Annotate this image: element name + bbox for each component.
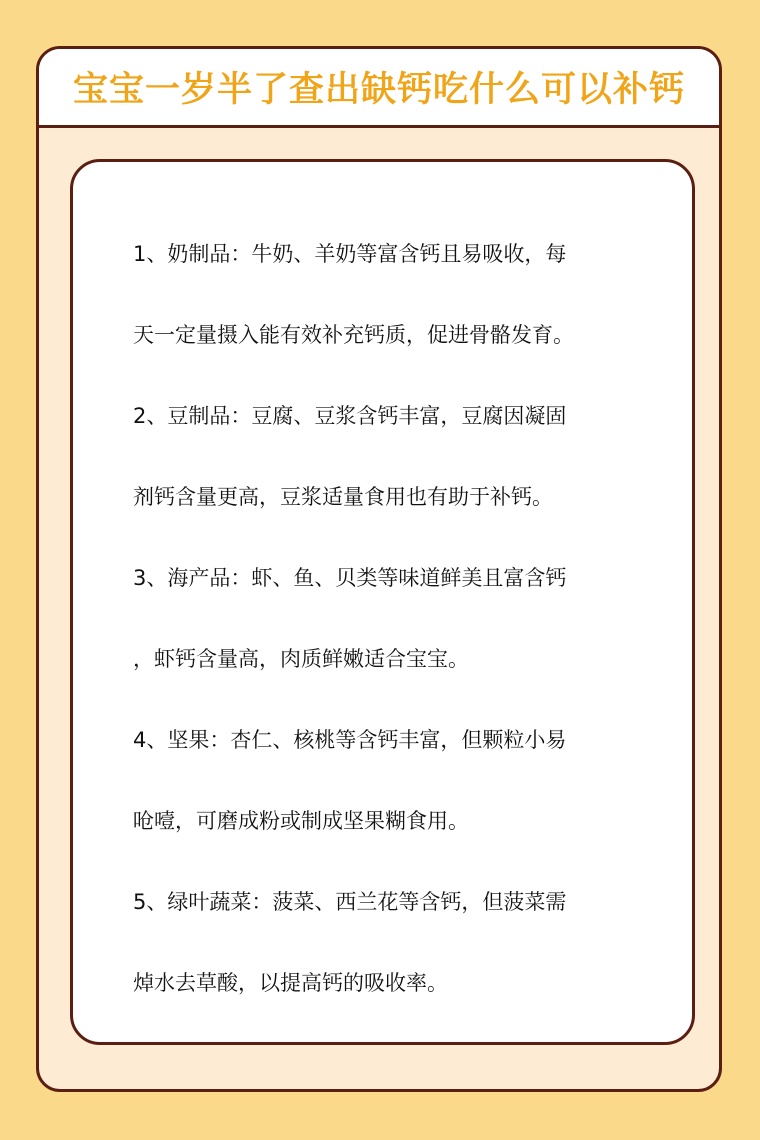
title-bar (39, 49, 719, 128)
text-line: 呛噎，可磨成粉或制成坚果糊食用。 (133, 809, 469, 833)
content-body (133, 214, 643, 1024)
content-card (70, 159, 695, 1045)
text-line: 5、绿叶蔬菜：菠菜、西兰花等含钙，但菠菜需 (133, 890, 567, 914)
text-line: 4、坚果：杏仁、核桃等含钙丰富，但颗粒小易 (133, 728, 567, 752)
text-line: 焯水去草酸，以提高钙的吸收率。 (133, 971, 448, 995)
text-line: 3、海产品：虾、鱼、贝类等味道鲜美且富含钙 (133, 566, 567, 590)
outer-card (36, 46, 722, 1092)
text-line: 天一定量摄入能有效补充钙质，促进骨骼发育。 (133, 323, 574, 347)
page-title: 宝宝一岁半了查出缺钙吃什么可以补钙 (72, 70, 685, 110)
text-line: 1、奶制品：牛奶、羊奶等富含钙且易吸收，每 (133, 242, 567, 266)
text-line: 2、豆制品：豆腐、豆浆含钙丰富，豆腐因凝固 (133, 404, 567, 428)
text-line: 剂钙含量更高，豆浆适量食用也有助于补钙。 (133, 485, 553, 509)
text-line: ，虾钙含量高，肉质鲜嫩适合宝宝。 (133, 647, 469, 671)
